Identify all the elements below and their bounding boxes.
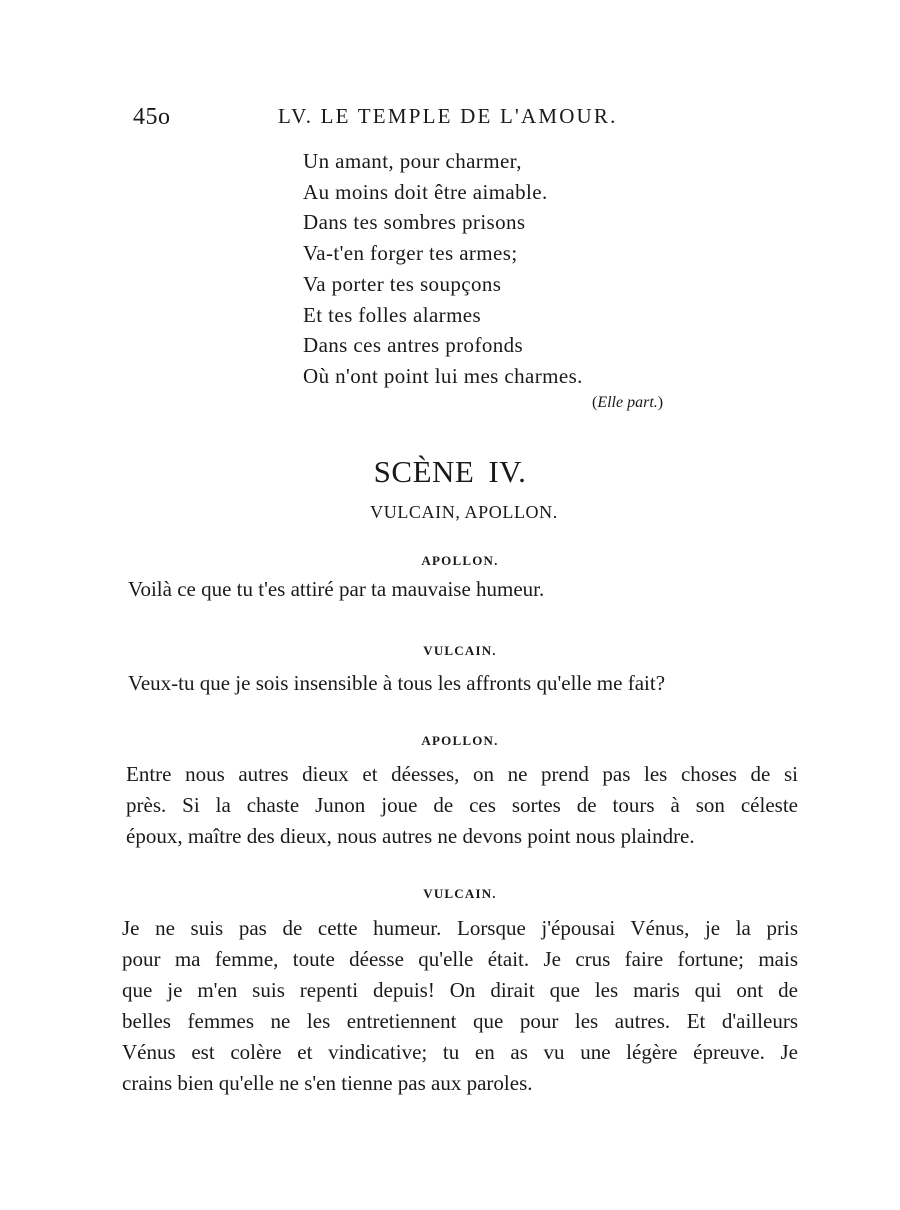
speech-line: Je ne suis pas de cette humeur. Lorsque j'épousai Vénus, je la pris	[122, 916, 798, 940]
verse-line: Dans tes sombres prisons	[303, 210, 526, 235]
scene-number: IV.	[488, 454, 527, 489]
verse-line: Où n'ont point lui mes charmes.	[303, 363, 583, 388]
speech	[128, 668, 665, 699]
stage-direction	[592, 394, 663, 412]
verse-line: Et tes folles alarmes	[303, 302, 482, 327]
scene-title	[0, 454, 900, 490]
speaker-name: VULCAIN.	[423, 886, 497, 901]
scene-label: SCÈNE	[373, 454, 475, 489]
speech	[122, 913, 798, 1099]
scene-characters: VULCAIN, APOLLON.	[370, 502, 558, 522]
speech	[126, 759, 798, 852]
stage-direction-close: )	[657, 394, 664, 411]
speaker-name: APOLLON.	[421, 553, 499, 568]
speech-line: que je m'en suis repenti depuis! On dirait que les maris qui ont de	[122, 978, 798, 1002]
speech-line: belles femmes ne les entretiennent que pour les autres. Et d'ailleurs	[122, 1009, 798, 1033]
verse-block	[303, 146, 583, 392]
verse-line: Dans ces antres profonds	[303, 333, 524, 358]
speech-line: crains bien qu'elle ne s'en tienne pas aux paroles.	[122, 1071, 533, 1095]
verse-line: Va porter tes soupçons	[303, 271, 502, 296]
speaker-name: VULCAIN.	[423, 643, 497, 658]
speaker-name: APOLLON.	[421, 733, 499, 748]
stage-direction-text: Elle part.	[597, 394, 658, 411]
running-head: LV. LE TEMPLE DE L'AMOUR.	[278, 104, 618, 128]
speech-line: pour ma femme, toute déesse qu'elle était. Je crus faire fortune; mais	[122, 947, 798, 971]
speech-line: époux, maître des dieux, nous autres ne devons point nous plaindre.	[126, 824, 695, 848]
speech-line: Vénus est colère et vindicative; tu en as vu une légère épreuve. Je	[122, 1040, 798, 1064]
speech-line: Veux-tu que je sois insensible à tous les affronts qu'elle me fait?	[128, 671, 666, 695]
page-number: 45o	[133, 104, 171, 130]
speech-line: Voilà ce que tu t'es attiré par ta mauvaise humeur.	[128, 577, 545, 601]
verse-line: Un amant, pour charmer,	[303, 149, 522, 173]
verse-line: Au moins doit être aimable.	[303, 179, 548, 204]
stage-direction-open: (	[592, 394, 598, 411]
verse-line: Va-t'en forger tes armes;	[303, 241, 518, 266]
speech-line: Entre nous autres dieux et déesses, on ne prend pas les choses de si	[126, 762, 798, 786]
speech-line: près. Si la chaste Junon joue de ces sortes de tours à son céleste	[126, 793, 798, 817]
speech	[128, 574, 544, 605]
